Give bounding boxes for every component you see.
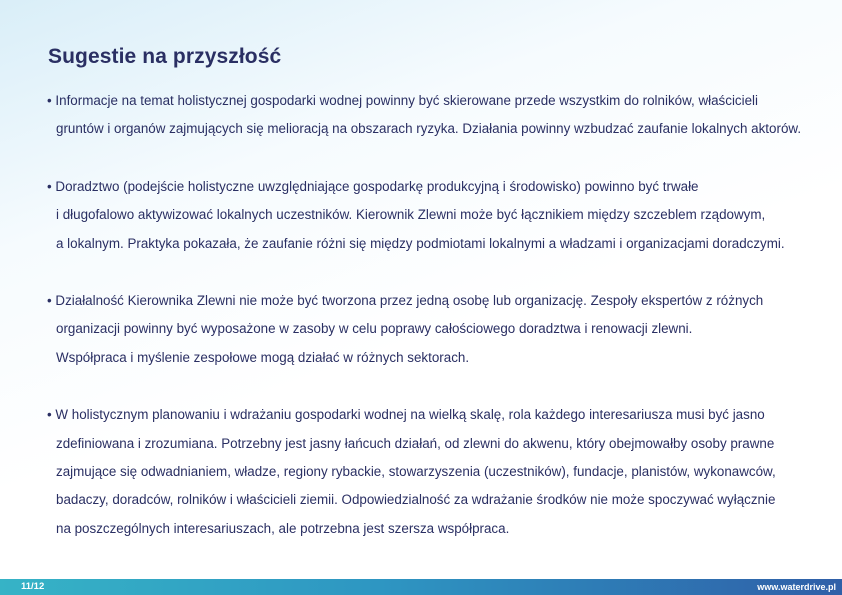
- bullet-line: • Informacje na temat holistycznej gospodarki wodnej powinny być skierowane przede wszystkim do rolników, właścicieli: [47, 93, 758, 108]
- bullet-line: gruntów i organów zajmujących się melioracją na obszarach ryzyka. Działania powinny wzbudzać zaufanie lokalnych aktorów.: [56, 121, 802, 137]
- bullet-line: i długofalowo aktywizować lokalnych uczestników. Kierownik Zlewni może być łącznikiem między szczeblem rządowym,: [56, 207, 766, 223]
- bullet-line: na poszczególnych interesariuszach, ale potrzebna jest szersza współpraca.: [56, 520, 510, 536]
- bullet-item: [47, 173, 837, 258]
- footer-bar: [0, 579, 842, 595]
- bullet-line: badaczy, doradców, rolników i właścicieli ziemii. Odpowiedzialność za wdrażanie środków nie może spoczywać wyłącznie: [56, 492, 776, 508]
- bullet-item: [47, 287, 837, 372]
- bullet-line: organizacji powinny być wyposażone w zasoby w celu poprawy całościowego doradztwa i renowacji zlewni.: [56, 321, 693, 337]
- bullet-line: zajmujące się odwadnianiem, władze, regiony rybackie, stowarzyszenia (uczestników), fundacje, planistów, wykonawców,: [56, 464, 776, 480]
- bullet-line: • Działalność Kierownika Zlewni nie może być tworzona przez jedną osobę lub organizację. Zespoły ekspertów z różnych: [47, 293, 764, 309]
- bullet-item: [47, 87, 837, 144]
- bullet-list: [47, 87, 837, 572]
- bullet-item: [47, 401, 837, 543]
- bullet-line: a lokalnym. Praktyka pokazała, że zaufanie różni się między podmiotami lokalnymi a władzami i organizacjami doradczymi.: [56, 235, 785, 251]
- bullet-line: • W holistycznym planowaniu i wdrażaniu gospodarki wodnej na wielką skalę, rola każdego interesariusza musi być jasno: [47, 407, 765, 423]
- page-title: Sugestie na przyszłość: [48, 45, 282, 68]
- page-number: 11/12: [21, 581, 45, 592]
- website-link[interactable]: www.waterdrive.pl: [757, 582, 836, 592]
- bullet-line: • Doradztwo (podejście holistyczne uwzględniające gospodarkę produkcyjną i środowisko) powinno być trwałe: [47, 178, 699, 194]
- bullet-line: zdefiniowana i zrozumiana. Potrzebny jest jasny łańcuch działań, od zlewni do akwenu, który obejmowałby osoby prawne: [56, 435, 775, 451]
- bullet-line: Współpraca i myślenie zespołowe mogą działać w różnych sektorach.: [56, 349, 470, 365]
